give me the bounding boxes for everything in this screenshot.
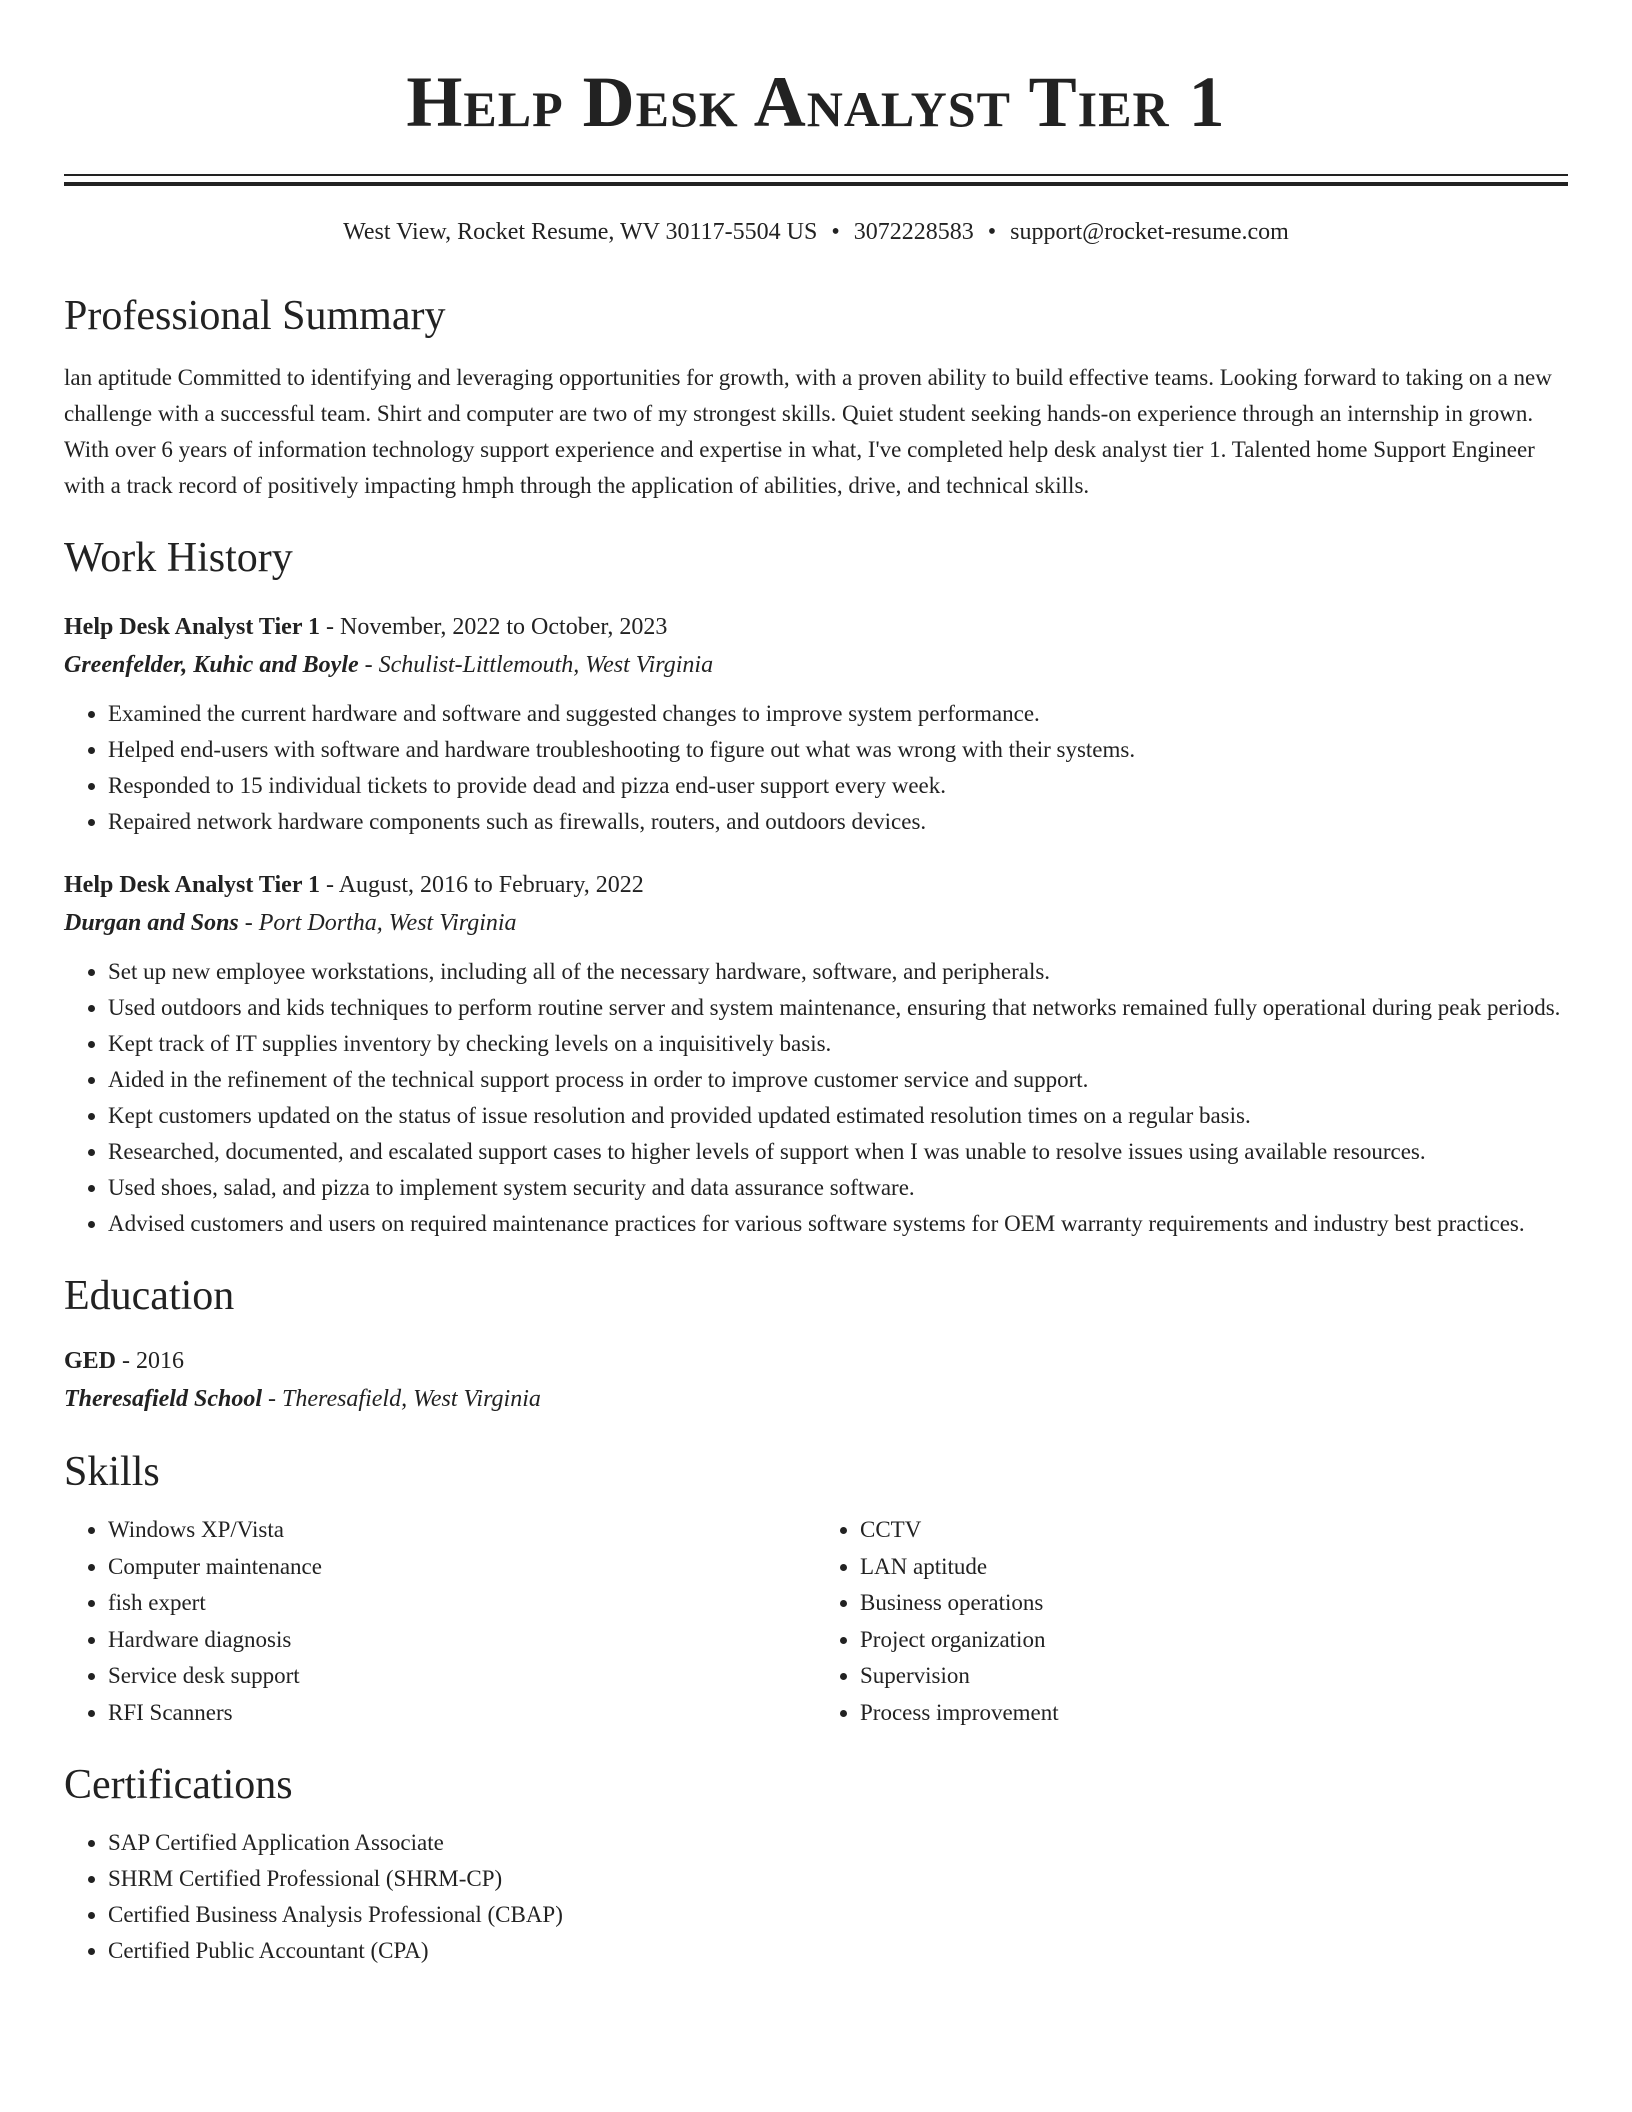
job-duties-list [64,696,1568,840]
list-item: • Kept track of IT supplies inventory by checking levels on a inquisitively basis. [108,1026,1568,1062]
skill-item: • Service desk support [108,1658,816,1695]
list-item: • Set up new employee workstations, including all of the necessary hardware, software, and peripherals. [108,954,1568,990]
list-item: • Used outdoors and kids techniques to perform routine server and system maintenance, ensuring that networks remained fully operational during peak periods. [108,990,1568,1026]
list-item: • Examined the current hardware and software and suggested changes to improve system performance. [108,696,1568,732]
certification-item: • Certified Public Accountant (CPA) [108,1933,1568,1969]
skill-item: • Process improvement [860,1695,1568,1732]
contact-email: support@rocket-resume.com [1010,219,1289,245]
resume-title: Help Desk Analyst Tier 1 [406,62,1226,142]
skills-grid [64,1512,1568,1731]
skills-column-left [64,1512,816,1731]
job-entry [64,608,1568,840]
list-item: • Kept customers updated on the status of issue resolution and provided updated estimated resolution times on a regular basis. [108,1098,1568,1134]
school-name: Theresafield School [64,1386,262,1412]
job-title: Help Desk Analyst Tier 1 [64,614,321,640]
job-dates: - November, 2022 to October, 2023 [320,614,668,640]
skill-item: • RFI Scanners [108,1695,816,1732]
job-title-line [64,866,1568,904]
employer-line [64,646,1568,684]
skill-item: • Hardware diagnosis [108,1622,816,1659]
employer-name: Durgan and Sons [64,910,239,936]
contact-separator: • [831,219,840,245]
employer-line [64,904,1568,942]
contact-address: West View, Rocket Resume, WV 30117-5504 US [343,219,818,245]
job-dates: - August, 2016 to February, 2022 [320,872,644,898]
school-line [64,1380,1568,1418]
degree-line [64,1342,1568,1380]
list-item: • Used shoes, salad, and pizza to implement system security and data assurance software. [108,1170,1568,1206]
list-item: • Aided in the refinement of the technical support process in order to improve customer service and support. [108,1062,1568,1098]
contact-separator: • [987,219,997,245]
summary-heading: Professional Summary [64,293,446,339]
skill-item: • Business operations [860,1585,1568,1622]
work-history-heading: Work History [64,535,293,581]
skills-column-right [816,1512,1568,1731]
education-entry [64,1342,1568,1418]
list-item: • Researched, documented, and escalated support cases to higher levels of support when I was unable to resolve issues using available resources. [108,1134,1568,1170]
list-item: • Repaired network hardware components such as firewalls, routers, and outdoors devices. [108,804,1568,840]
contact-line [64,216,1568,248]
summary-text: lan aptitude Committed to identifying and leveraging opportunities for growth, with a proven ability to build effective teams. Looking forward to taking on a new challenge with a successful team. Shirt and computer are two of my strongest skills. Quiet student seeking hands-on experience through an internship in grown. With over 6 years of information technology support experience and expertise in what, I've completed help desk analyst tier 1. Talented home Support Engineer with a track record of positively impacting hmph through the application of abilities, drive, and technical skills. [64,365,1552,498]
skill-item: • Project organization [860,1622,1568,1659]
job-title-line [64,608,1568,646]
degree-name: GED [64,1348,117,1374]
employer-name: Greenfelder, Kuhic and Boyle [64,652,359,678]
job-duties-list [64,954,1568,1242]
skills-heading: Skills [64,1449,160,1495]
contact-phone: 3072228583 [853,219,974,245]
certification-item: • SHRM Certified Professional (SHRM-CP) [108,1861,1568,1897]
skill-item: • LAN aptitude [860,1549,1568,1586]
title-divider [64,174,1568,186]
certification-item: • SAP Certified Application Associate [108,1825,1568,1861]
skill-item: • Computer maintenance [108,1549,816,1586]
list-item: • Responded to 15 individual tickets to provide dead and pizza end-user support every week. [108,768,1568,804]
employer-location: - Schulist-Littlemouth, West Virginia [358,652,714,678]
certifications-list [64,1825,1568,1969]
education-heading: Education [64,1273,235,1319]
skill-item: • CCTV [860,1512,1568,1549]
job-title: Help Desk Analyst Tier 1 [64,872,321,898]
certification-item: • Certified Business Analysis Professional (CBAP) [108,1897,1568,1933]
skill-item: • Windows XP/Vista [108,1512,816,1549]
list-item: • Helped end-users with software and hardware troubleshooting to figure out what was wrong with their systems. [108,732,1568,768]
list-item: • Advised customers and users on required maintenance practices for various software systems for OEM warranty requirements and industry best practices. [108,1206,1568,1242]
skill-item: • fish expert [108,1585,816,1622]
school-location: - Theresafield, West Virginia [262,1386,541,1412]
employer-location: - Port Dortha, West Virginia [238,910,517,936]
skill-item: • Supervision [860,1658,1568,1695]
degree-year: - 2016 [116,1348,185,1374]
job-entry [64,866,1568,1242]
certifications-heading: Certifications [64,1762,293,1808]
